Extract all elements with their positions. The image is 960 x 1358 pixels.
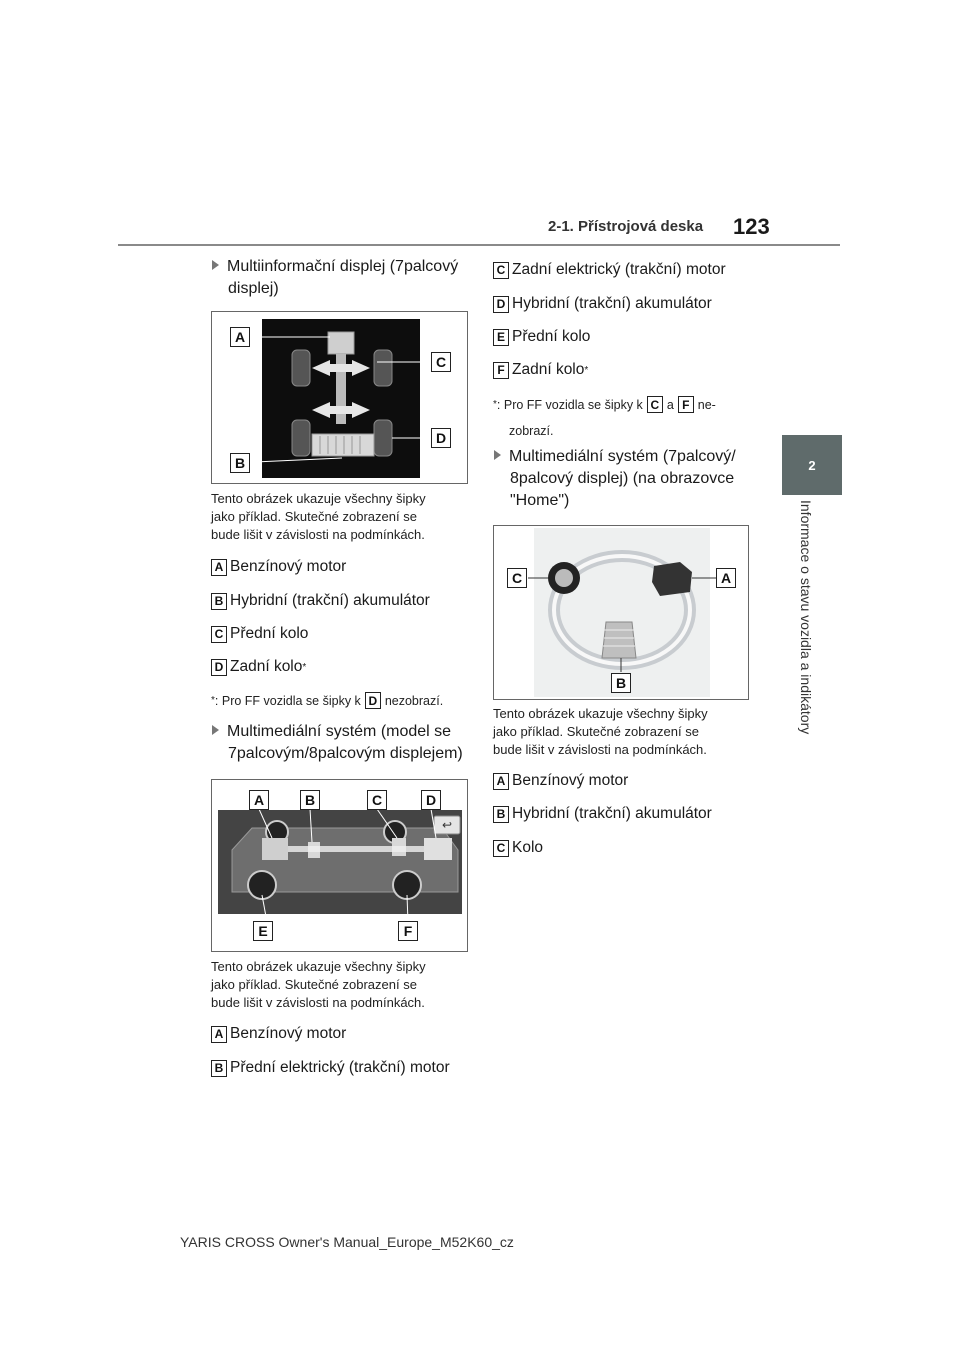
legend-item bbox=[211, 656, 306, 678]
item-badge: A bbox=[211, 1026, 227, 1043]
item-text: Zadní elektrický (trakční) motor bbox=[512, 261, 726, 278]
figure-label: B bbox=[300, 790, 320, 810]
header-divider bbox=[118, 244, 840, 246]
figure-label: E bbox=[253, 921, 273, 941]
heading-line: displej) bbox=[228, 280, 279, 297]
item-badge: A bbox=[211, 559, 227, 576]
item-text: Zadní kolo bbox=[230, 658, 303, 675]
footnote-text: ne- bbox=[697, 397, 716, 412]
item-badge: D bbox=[493, 296, 509, 313]
item-badge: F bbox=[493, 362, 509, 379]
triangle-bullet-icon bbox=[494, 450, 501, 460]
heading-line: Multimediální systém (7palcový/ bbox=[509, 448, 736, 465]
figure-label: C bbox=[507, 568, 527, 588]
caption-line: jako příklad. Skutečné zobrazení se bbox=[493, 724, 699, 739]
item-badge: B bbox=[211, 1060, 227, 1077]
footnote-text: nezobrazí. bbox=[384, 693, 444, 708]
item-badge: A bbox=[493, 773, 509, 790]
legend-item bbox=[493, 359, 588, 381]
figure-label: D bbox=[431, 428, 451, 448]
figure-label: A bbox=[230, 327, 250, 347]
caption-line: Tento obrázek ukazuje všechny šipky bbox=[211, 959, 426, 974]
footnote-text: Pro FF vozidla se šipky k bbox=[221, 693, 361, 708]
figure-caption bbox=[211, 490, 426, 544]
item-text: Zadní kolo bbox=[512, 361, 585, 378]
item-text: Přední elektrický (trakční) motor bbox=[230, 1059, 450, 1076]
item-badge: D bbox=[211, 659, 227, 676]
legend-item bbox=[493, 259, 726, 281]
caption-line: bude lišit v závislosti na podmínkách. bbox=[211, 527, 425, 542]
heading-line: 8palcový displej) (na obrazovce bbox=[510, 470, 735, 487]
triangle-bullet-icon bbox=[212, 260, 219, 270]
caption-line: Tento obrázek ukazuje všechny šipky bbox=[493, 706, 708, 721]
legend-item bbox=[211, 1057, 450, 1079]
figure-label: F bbox=[398, 921, 418, 941]
section-heading-home bbox=[494, 446, 736, 468]
footnote-star: * bbox=[211, 695, 215, 706]
item-text: Přední kolo bbox=[230, 625, 309, 642]
chapter-title: Informace o stavu vozidla a indikátory bbox=[798, 500, 814, 735]
item-text: Benzínový motor bbox=[230, 1025, 347, 1042]
section-heading-multiinfo bbox=[212, 256, 458, 278]
footnote-text: a bbox=[666, 397, 674, 412]
figure-energy-monitor-multimedia bbox=[211, 779, 468, 952]
figure-label: B bbox=[611, 673, 631, 693]
item-text: Přední kolo bbox=[512, 328, 591, 345]
footnote-marker: * bbox=[584, 364, 589, 376]
section-heading-multimedia bbox=[212, 721, 451, 743]
footnote-badge: F bbox=[678, 396, 694, 413]
figure-caption bbox=[493, 705, 708, 759]
heading-line: 7palcovým/8palcovým displejem) bbox=[228, 745, 463, 762]
figure-caption bbox=[211, 958, 426, 1012]
figure-label: C bbox=[367, 790, 387, 810]
back-icon: ↩ bbox=[441, 818, 453, 832]
item-text: Kolo bbox=[512, 839, 544, 856]
heading-line: Multimediální systém (model se bbox=[227, 723, 452, 740]
footer-manual-id: YARIS CROSS Owner's Manual_Europe_M52K60_cz bbox=[180, 1234, 514, 1250]
footnote bbox=[493, 396, 716, 413]
figure-label: A bbox=[716, 568, 736, 588]
legend-item bbox=[493, 293, 712, 315]
footnote-star: * bbox=[493, 399, 497, 410]
caption-line: bude lišit v závislosti na podmínkách. bbox=[211, 995, 425, 1010]
footnote-continued: zobrazí. bbox=[509, 424, 554, 438]
item-badge: B bbox=[493, 806, 509, 823]
figure-label: D bbox=[421, 790, 441, 810]
heading-line: Multiinformační displej (7palcový bbox=[227, 258, 459, 275]
figure-label: B bbox=[230, 453, 250, 473]
page-number: 123 bbox=[733, 214, 770, 239]
section-title: 2-1. Přístrojová deska bbox=[548, 218, 704, 235]
item-text: Benzínový motor bbox=[230, 558, 347, 575]
item-badge: E bbox=[493, 329, 509, 346]
legend-item bbox=[211, 590, 430, 612]
figure-label: C bbox=[431, 352, 451, 372]
legend-item bbox=[493, 803, 712, 825]
footnote-text: Pro FF vozidla se šipky k bbox=[503, 397, 643, 412]
legend-item bbox=[211, 623, 308, 645]
footnote bbox=[211, 692, 443, 709]
legend-item bbox=[493, 770, 628, 792]
legend-item bbox=[211, 1023, 346, 1045]
item-badge: C bbox=[211, 626, 227, 643]
caption-line: Tento obrázek ukazuje všechny šipky bbox=[211, 491, 426, 506]
caption-line: jako příklad. Skutečné zobrazení se bbox=[211, 977, 417, 992]
triangle-bullet-icon bbox=[212, 725, 219, 735]
item-text: Hybridní (trakční) akumulátor bbox=[512, 805, 712, 822]
footnote-colon: : bbox=[496, 397, 501, 412]
caption-line: jako příklad. Skutečné zobrazení se bbox=[211, 509, 417, 524]
item-badge: C bbox=[493, 262, 509, 279]
energy-flow-illustration bbox=[212, 312, 467, 483]
legend-item bbox=[211, 556, 346, 578]
item-badge: C bbox=[493, 840, 509, 857]
footnote-badge: C bbox=[647, 396, 663, 413]
figure-label: A bbox=[249, 790, 269, 810]
footnote-marker: * bbox=[302, 661, 307, 673]
heading-line: "Home") bbox=[510, 492, 570, 509]
item-text: Hybridní (trakční) akumulátor bbox=[512, 295, 712, 312]
caption-line: bude lišit v závislosti na podmínkách. bbox=[493, 742, 707, 757]
footnote-colon: : bbox=[214, 693, 219, 708]
footnote-badge: D bbox=[365, 692, 381, 709]
item-text: Hybridní (trakční) akumulátor bbox=[230, 592, 430, 609]
figure-energy-monitor-home bbox=[493, 525, 749, 700]
chapter-tab: 2 bbox=[782, 435, 842, 495]
item-text: Benzínový motor bbox=[512, 772, 629, 789]
legend-item bbox=[493, 326, 590, 348]
item-badge: B bbox=[211, 593, 227, 610]
legend-item bbox=[493, 837, 543, 859]
figure-energy-monitor-multiinfo bbox=[211, 311, 468, 484]
